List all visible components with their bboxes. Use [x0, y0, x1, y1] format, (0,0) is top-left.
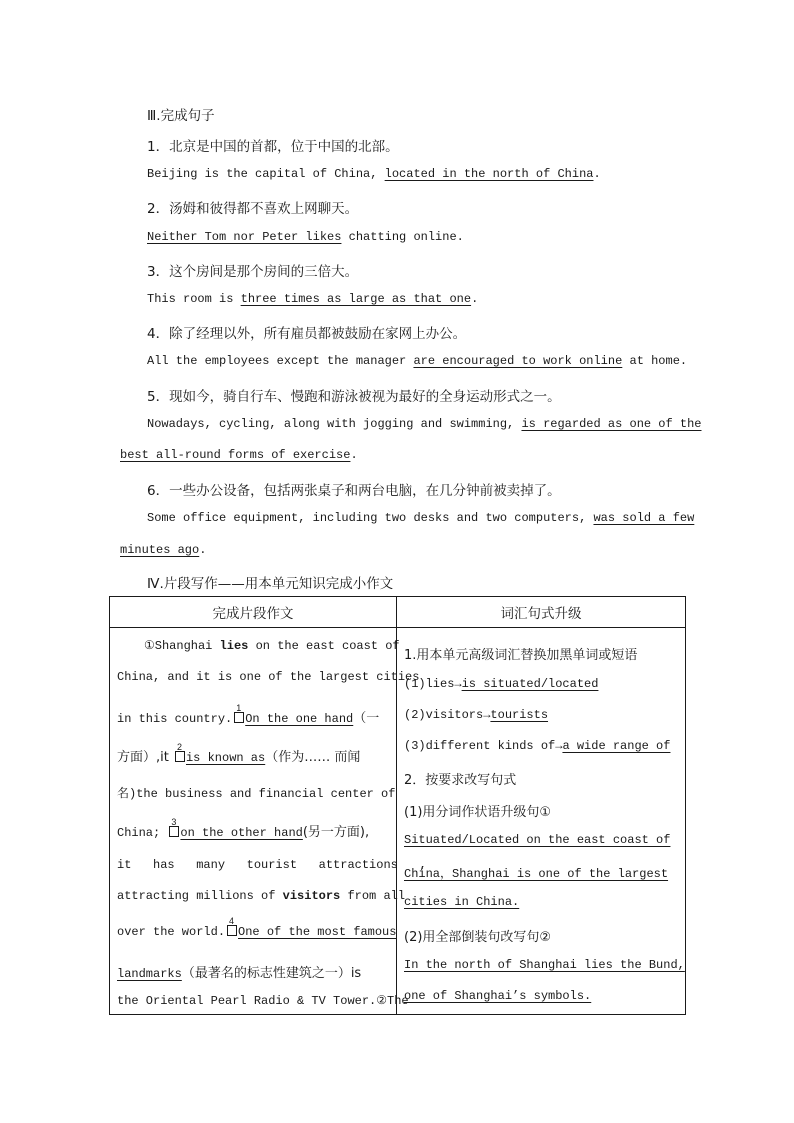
item3-en-pre: This room is — [147, 292, 241, 306]
left-cell — [110, 628, 427, 1015]
blank-number: 2 — [176, 742, 182, 752]
text: （最著名的标志性建筑之一）is — [181, 966, 362, 981]
item6-en-post: . — [199, 543, 207, 557]
right-line-2 — [404, 677, 598, 691]
item5-en-post: . — [350, 448, 358, 462]
blank-box — [169, 817, 179, 837]
item4-en-pre: All the employees except the manager — [147, 354, 414, 368]
item6-en-cont — [120, 543, 206, 557]
text: in this country. — [117, 712, 233, 726]
item6-answer-cont: minutes ago — [120, 543, 200, 557]
answer: is known as — [185, 751, 266, 765]
right-line-8: China，Shanghai is one of the largest — [404, 867, 669, 881]
item4-zh: 4．除了经理以外，所有雇员都被鼓励在家网上办公。 — [147, 326, 467, 342]
item2-en-post: chatting online. — [341, 230, 464, 244]
item1-zh: 1．北京是中国的首都，位于中国的北部。 — [147, 139, 399, 155]
item2-answer: Neither Tom nor Peter likes — [147, 230, 342, 244]
item4-answer: are encouraged to work online — [413, 354, 623, 368]
right-line-9: cities in China. — [404, 895, 520, 909]
item1-en — [147, 167, 601, 181]
left-line-8 — [117, 889, 405, 903]
right-line-1: 1.用本单元高级词汇替换加黑单词或短语 — [404, 648, 638, 663]
item5-answer: is regarded as one of the — [521, 417, 702, 431]
left-line-5: 名)the business and financial center of — [117, 787, 396, 801]
answer: a wide range of — [562, 739, 671, 753]
blank-box — [227, 916, 237, 936]
right-line-7: Situated/Located on the east coast of — [404, 833, 671, 847]
right-cell — [397, 628, 686, 1015]
answer: on the other hand — [180, 826, 303, 840]
text: China; — [117, 826, 168, 840]
left-line-1 — [144, 638, 400, 653]
item5-zh: 5．现如今，骑自行车、慢跑和游泳被视为最好的全身运动形式之一。 — [147, 389, 561, 405]
item6-zh: 6．一些办公设备，包括两张桌子和两台电脑，在几分钟前被卖掉了。 — [147, 483, 561, 499]
text: （作为…… 而闻 — [265, 750, 361, 765]
left-line-10 — [117, 962, 361, 981]
item2-zh: 2．汤姆和彼得都不喜欢上网聊天。 — [147, 201, 359, 217]
text: （一 — [353, 711, 380, 726]
text: attracting millions of — [117, 889, 283, 903]
right-line-4 — [404, 739, 670, 753]
left-line-11: the Oriental Pearl Radio & TV Tower.②The — [117, 994, 409, 1008]
text: 方面）,it — [117, 750, 173, 765]
answer: landmarks — [117, 967, 182, 981]
item3-en-post: . — [471, 292, 479, 306]
left-line-6 — [117, 817, 370, 840]
item3-en — [147, 292, 478, 306]
blank-box — [234, 703, 244, 723]
answer: tourists — [490, 708, 549, 722]
section4-title: Ⅳ.片段写作——用本单元知识完成小作文 — [147, 576, 394, 592]
item1-answer: located in the north of China — [384, 167, 594, 181]
header-right: 词汇句式升级 — [397, 597, 686, 628]
right-line-10: (2)用全部倒装句改写句② — [404, 930, 552, 945]
text: (3)different kinds of→ — [404, 739, 563, 753]
bold-word: lies — [219, 639, 249, 653]
answer: is situated/located — [461, 677, 599, 691]
item4-en-post: at home. — [622, 354, 688, 368]
item5-en — [147, 417, 702, 431]
item1-en-pre: Beijing is the capital of China, — [147, 167, 385, 181]
item6-en-pre: Some office equipment, including two desks and two computers, — [147, 511, 594, 525]
text: on the east coast of — [248, 639, 400, 653]
item1-en-post: . — [593, 167, 601, 181]
bold-word: visitors — [282, 889, 341, 903]
blank-number: 3 — [171, 817, 177, 827]
item4-en — [147, 354, 687, 368]
item5-en-pre: Nowadays, cycling, along with jogging and swimming, — [147, 417, 522, 431]
answer: One of the most famous — [238, 925, 397, 939]
right-line-5: 2．按要求改写句式 — [404, 773, 517, 788]
left-line-3 — [117, 703, 380, 726]
right-line-3 — [404, 708, 548, 722]
essay-table — [109, 596, 686, 1015]
right-line-6: (1)用分词作状语升级句① — [404, 805, 552, 820]
text: (另一方面), — [302, 825, 370, 840]
text: (2)visitors→ — [404, 708, 491, 722]
item5-en-cont — [120, 448, 358, 462]
item3-zh: 3．这个房间是那个房间的三倍大。 — [147, 264, 359, 280]
blank-number: 1 — [236, 703, 242, 713]
header-left: 完成片段作文 — [110, 597, 397, 628]
item2-en — [147, 230, 464, 244]
text: from all — [340, 889, 406, 903]
blank-box — [175, 742, 185, 762]
item3-answer: three times as large as that one — [240, 292, 472, 306]
item5-answer-cont: best all-round forms of exercise — [120, 448, 351, 462]
item6-en — [147, 511, 694, 525]
right-line-12: one of Shanghai’s symbols. — [404, 989, 592, 1003]
text: (1)lies→ — [404, 677, 462, 691]
left-line-2: China, and it is one of the largest cities — [117, 670, 420, 684]
text: over the world. — [117, 925, 226, 939]
item6-answer: was sold a few — [593, 511, 695, 525]
section3-title: Ⅲ.完成句子 — [147, 108, 215, 124]
left-line-9 — [117, 916, 397, 939]
left-line-7: it has many tourist attractions , — [117, 858, 427, 872]
right-line-11: In the north of Shanghai lies the Bund, — [404, 958, 685, 972]
text: ①Shanghai — [144, 639, 220, 653]
left-line-4 — [117, 742, 361, 765]
answer: On the one hand — [245, 712, 354, 726]
blank-number: 4 — [229, 916, 235, 926]
